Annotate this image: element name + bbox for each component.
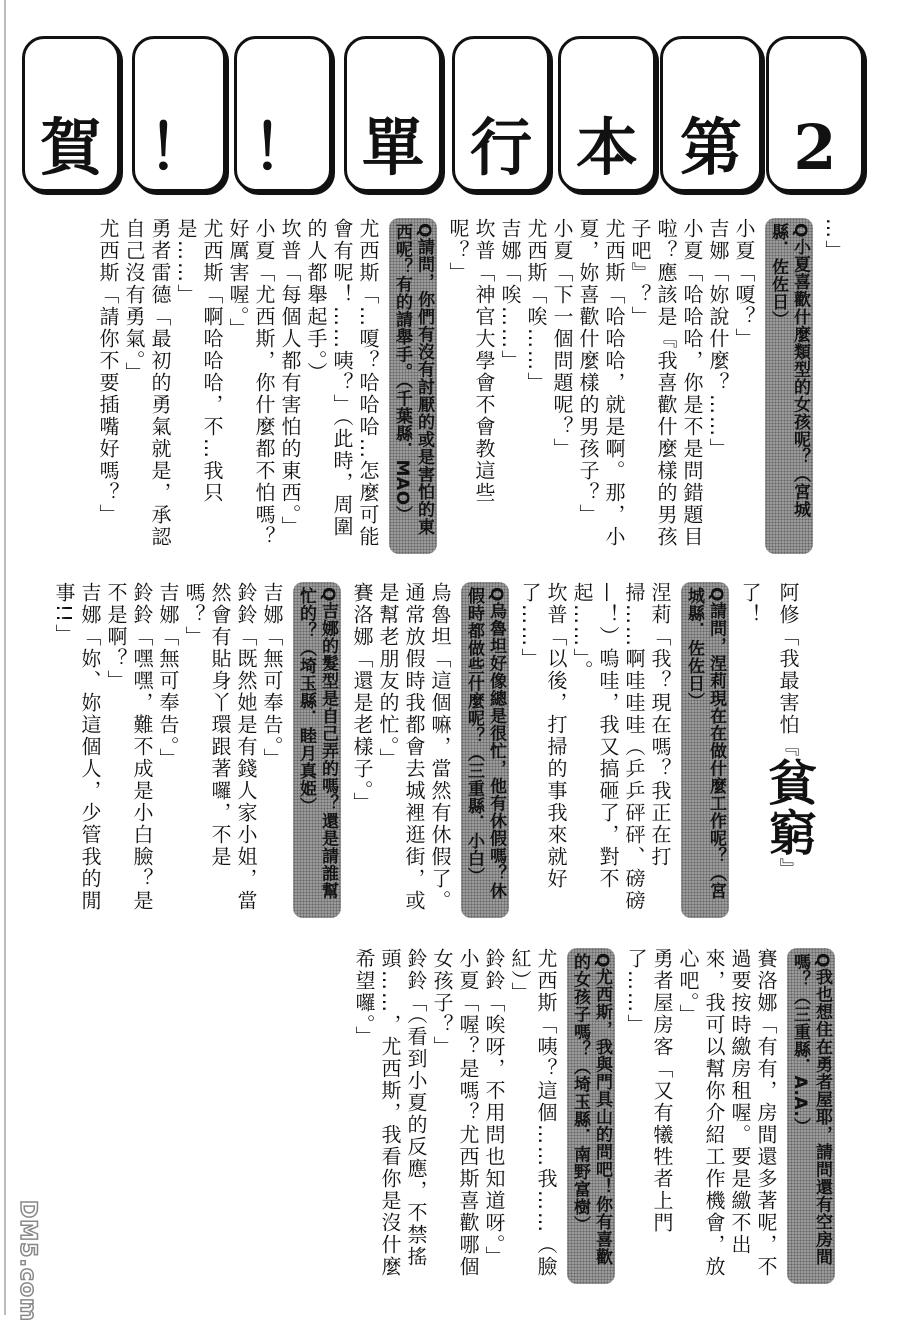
dialogue-line: 勇者雷德「最初的勇氣就是，承認自己沒有勇氣。」 [122, 218, 172, 548]
question-text: Q請問，涅莉現在在做什麼工作呢？ [706, 587, 726, 865]
title-tab [660, 36, 762, 192]
question-box [389, 218, 437, 554]
dialogue-line: 賽洛娜「有有，房間還多著呢，不過要按時繳房租喔。要是繳不出來，我可以幫你介紹工作機會，放心吧。」 [676, 948, 778, 1278]
title-tab [344, 36, 442, 192]
dialogue-line: 小夏「喔？是嗎？尤西斯喜歡哪個女孩子？」 [430, 948, 480, 1278]
title-char: 行 [469, 111, 532, 184]
dialogue-line: 鈴鈴「唉呀，不用問也知道呀。」 [482, 948, 506, 1268]
dialogue-line: 勇者屋房客「又有犧牲者上門了……」 [624, 948, 674, 1234]
dialogue-line: 鈴鈴「嘿嘿，難不成是小白臉？是不是啊？」 [104, 582, 154, 912]
title-tab [766, 36, 864, 192]
question-text: Q請問，你們有沒有討厭的或是害怕的東西呢？有的請舉手。 [392, 223, 434, 536]
dialogue-line: 尤西斯「哈哈哈，就是啊。那，小夏，妳喜歡什麼樣的男孩子？」 [576, 218, 626, 548]
continuation-text: …」 [822, 218, 846, 262]
dialogue-line: 尤西斯「咦？這個……我……（臉紅）」 [508, 948, 558, 1278]
question-source: （三重縣．小白） [464, 744, 484, 885]
dialogue-line: 尤西斯「…嗄？哈哈哈…怎麼可能會有呢！……咦？」（此時，周圍的人都舉起手。） [304, 218, 380, 548]
question-text: Q尤西斯，我與門具山的問吧！你有喜歡的女孩子嗎？ [570, 953, 612, 1266]
question-source: （宮城縣．佐佐日） [684, 587, 726, 900]
question-text: Q我也想住在勇者屋耶，請問還有空房間嗎？ [790, 953, 832, 1266]
qa-tier-2 [51, 582, 816, 918]
dialogue-line: 尤西斯「啊哈哈哈，不…我只是……」 [174, 218, 224, 504]
question-source: （埼玉縣．睦月真姫） [296, 639, 316, 815]
dialogue-line: 尤西斯「請你不要插嘴好嗎？」 [96, 218, 120, 526]
dialogue-line: 尤西斯「唉……」 [524, 218, 548, 394]
watermark-logo: DM5.com [15, 1200, 40, 1322]
dialogue-line: 吉娜「唉……」 [498, 218, 522, 372]
emphasis-text: 貧窮 [760, 758, 816, 858]
dialogue-line: 小夏「嗄？」 [732, 218, 756, 350]
question-text: Q烏魯坦好像總是很忙，他有休假嗎？休假時都做些什麼呢？ [464, 587, 506, 900]
question-source: （三重縣．A.A.） [790, 988, 810, 1135]
title-tab [22, 36, 120, 192]
dialogue-line: 吉娜「妳、妳這個人，少管我的閒事!!」 [52, 582, 102, 912]
question-box [293, 582, 341, 918]
dialogue-line: 烏魯坦「這個嘛，當然有休假了。通常放假時我都會去城裡逛街，或是幫老朋友的忙。」 [376, 582, 452, 912]
question-box [461, 582, 509, 918]
question-text: Q小夏喜歡什麼類型的女孩呢？ [790, 223, 810, 466]
question-source: （千葉縣．MAO） [392, 380, 412, 524]
title-tab [234, 36, 332, 192]
question-source: （埼玉縣．南野富樹） [570, 1058, 590, 1233]
dialogue-text: 』了！ [738, 582, 800, 880]
dialogue-line: 涅莉「我？現在嗎？我正在打掃……啊哇哇哇（乒乒砰砰、磅磅—！）嗚哇，我又搞砸了，對不起……」。 [570, 582, 672, 912]
dialogue-line: 吉娜「妳說什麼？……」 [706, 218, 730, 460]
dialogue-line: 小夏「哈哈哈，你是不是問錯題目啦？應該是『我喜歡什麼樣的男孩子吧』？」 [628, 218, 704, 548]
dialogue-line: 吉娜「無可奉告。」 [156, 582, 180, 770]
title-char: 本 [575, 111, 638, 184]
question-box [787, 948, 835, 1284]
title-tab [132, 36, 226, 192]
title-char: 2 [793, 111, 837, 184]
question-box [567, 948, 615, 1284]
question-box [765, 218, 813, 554]
qa-tier-3 [351, 948, 843, 1284]
dialogue-line: 賽洛娜「還是老樣子。」 [350, 582, 374, 814]
page-edge [4, 0, 6, 1315]
question-source: （宮城縣．佐佐日） [768, 223, 810, 518]
dialogue-line: 坎普「每個人都有害怕的東西。」 [278, 218, 302, 538]
question-text: Q吉娜的髮型是自己弄的嗎？還是請誰幫忙的？ [296, 587, 338, 900]
title-char: ！ [251, 111, 314, 184]
dialogue-line: 吉娜「無可奉告。」 [260, 582, 284, 770]
title-char: 賀 [39, 111, 102, 184]
title-banner [22, 36, 872, 196]
dialogue-line: 小夏「下一個問題呢？」 [550, 218, 574, 460]
dialogue-line: 鈴鈴「（看到小夏的反應，不禁搖頭……，尤西斯，我看你是沒什麼希望囉。」 [352, 948, 428, 1278]
question-box [681, 582, 729, 918]
dialogue-line: 小夏「尤西斯，你什麼都不怕嗎？好厲害喔。」 [226, 218, 276, 548]
dialogue-line [737, 582, 816, 918]
qa-tier-1 [95, 218, 847, 554]
dialogue-text: 阿修「我最害怕『 [776, 582, 800, 758]
title-tab [558, 36, 656, 192]
title-char: 單 [361, 111, 424, 184]
title-char: 第 [679, 111, 742, 184]
title-tab [452, 36, 550, 192]
dialogue-line: 坎普「以後，打掃的事我來就好了……」 [518, 582, 568, 890]
title-char: ！ [147, 111, 210, 184]
dialogue-line: 坎普「神官大學會不會教這些呢？」 [446, 218, 496, 504]
dialogue-line: 鈴鈴「既然她是有錢人家小姐，當然會有貼身丫環跟著囉，不是嗎？」 [182, 582, 258, 912]
